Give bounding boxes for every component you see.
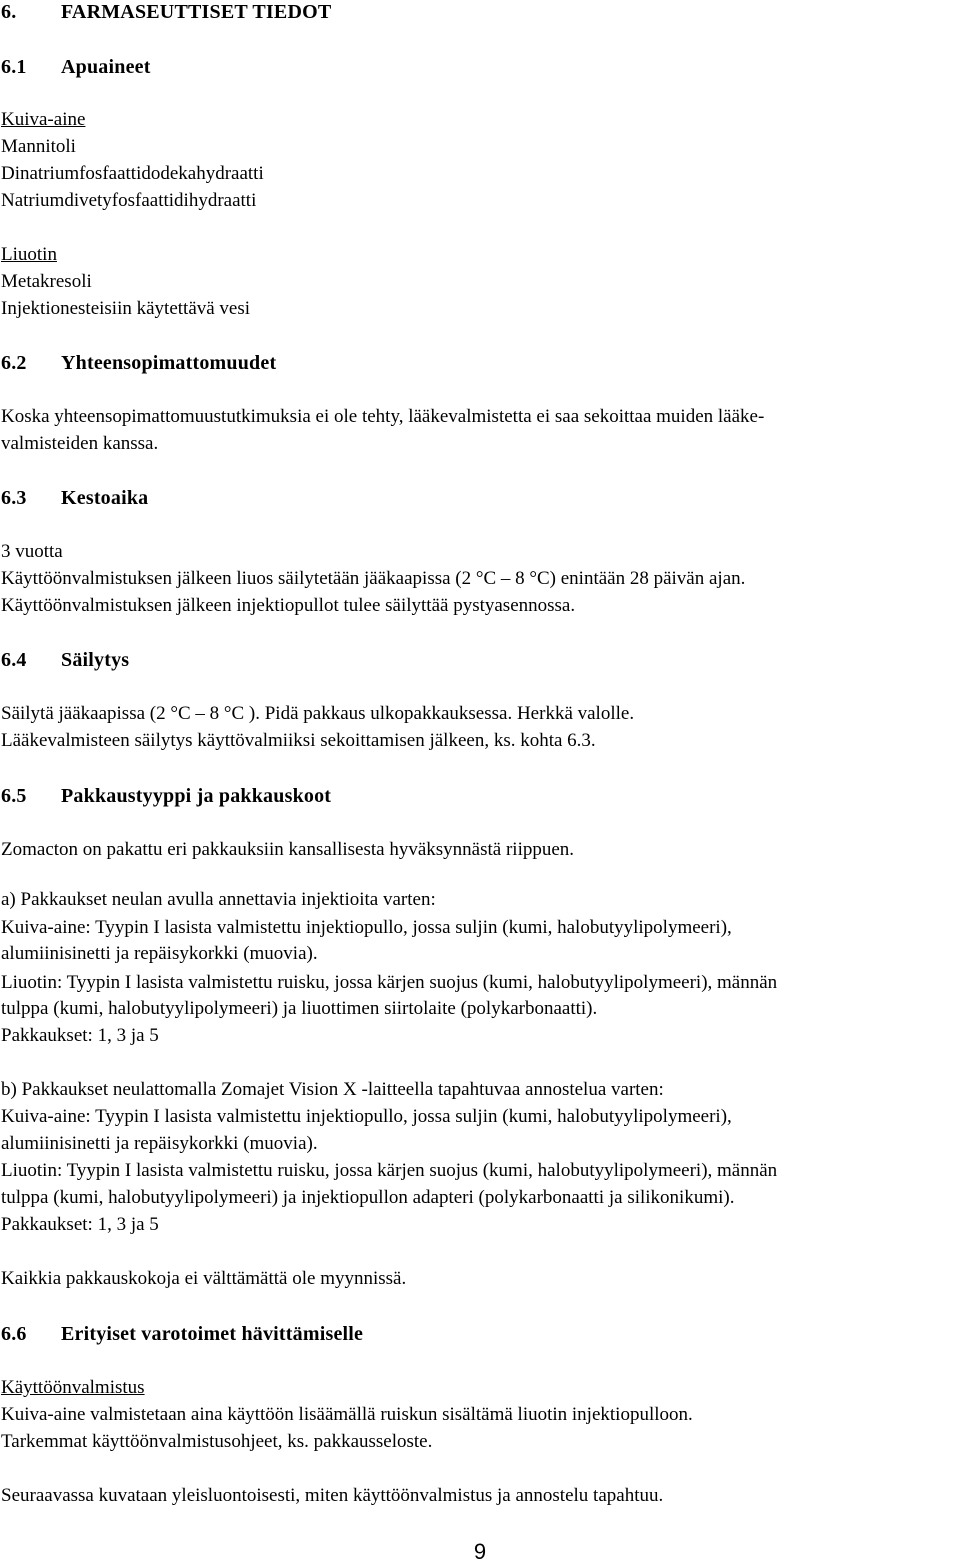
heading-6-3-number: 6.3 xyxy=(1,487,27,509)
heading-6-5 xyxy=(1,784,331,808)
solvent-item: Injektionesteisiin käytettävä vesi xyxy=(1,298,251,319)
powder-item: Dinatriumfosfaattidodekahydraatti xyxy=(1,163,264,184)
section-title: FARMASEUTTISET TIEDOT xyxy=(61,1,332,23)
section-number: 6. xyxy=(1,1,17,23)
page-number: 9 xyxy=(473,1539,487,1564)
heading-6-2 xyxy=(1,351,276,375)
section-heading xyxy=(1,0,331,24)
heading-6-5-title: Pakkaustyyppi ja pakkauskoot xyxy=(61,785,332,807)
paragraph-line: Koska yhteensopimattomuustutkimuksia ei ole tehty, lääkevalmistetta ei saa sekoittaa muiden lääke- xyxy=(1,406,765,427)
package-a-line: Kuiva-aine: Tyypin I lasista valmistettu injektiopullo, jossa suljin (kumi, halobutyylipolymeeri), xyxy=(1,917,732,938)
package-a-line: alumiinisinetti ja repäisykorkki (muovia). xyxy=(1,943,318,964)
package-a-line: a) Pakkaukset neulan avulla annettavia injektioita varten: xyxy=(1,889,436,910)
powder-item: Natriumdivetyfosfaattidihydraatti xyxy=(1,190,257,211)
package-a-line: tulppa (kumi, halobutyylipolymeeri) ja liuottimen siirtolaite (polykarbonaatti). xyxy=(1,998,598,1019)
heading-6-6 xyxy=(1,1322,363,1346)
paragraph-line: Säilytä jääkaapissa (2 °C – 8 °C ). Pidä pakkaus ulkopakkauksessa. Herkkä valolle. xyxy=(1,703,635,724)
heading-6-4-number: 6.4 xyxy=(1,649,27,671)
paragraph-line: Käyttöönvalmistuksen jälkeen injektiopullot tulee säilyttää pystyasennossa. xyxy=(1,595,576,616)
heading-6-1-number: 6.1 xyxy=(1,56,27,78)
paragraph-line: Kaikkia pakkauskokoja ei välttämättä ole myynnissä. xyxy=(1,1268,407,1289)
paragraph-line: Käyttöönvalmistuksen jälkeen liuos säilytetään jääkaapissa (2 °C – 8 °C) enintään 28 päivän ajan. xyxy=(1,568,746,589)
paragraph-line: Kuiva-aine valmistetaan aina käyttöön lisäämällä ruiskun sisältämä liuotin injektiopulloon. xyxy=(1,1404,693,1425)
heading-6-2-number: 6.2 xyxy=(1,352,27,374)
heading-6-3 xyxy=(1,486,148,510)
package-b-line: tulppa (kumi, halobutyylipolymeeri) ja injektiopullon adapteri (polykarbonaatti ja silikonikumi). xyxy=(1,1187,735,1208)
heading-6-2-title: Yhteensopimattomuudet xyxy=(61,352,277,374)
paragraph-line: Tarkemmat käyttöönvalmistusohjeet, ks. pakkausseloste. xyxy=(1,1431,433,1452)
heading-6-1-title: Apuaineet xyxy=(61,56,151,78)
heading-6-4 xyxy=(1,648,129,672)
package-b-line: Kuiva-aine: Tyypin I lasista valmistettu injektiopullo, jossa suljin (kumi, halobutyylipolymeeri), xyxy=(1,1106,732,1127)
package-a-line: Pakkaukset: 1, 3 ja 5 xyxy=(1,1025,159,1046)
solvent-item: Metakresoli xyxy=(1,271,92,292)
heading-6-3-title: Kestoaika xyxy=(61,487,149,509)
package-b-line: Pakkaukset: 1, 3 ja 5 xyxy=(1,1214,159,1235)
heading-6-1 xyxy=(1,55,151,79)
solvent-label: Liuotin xyxy=(1,244,57,265)
paragraph-line: Lääkevalmisteen säilytys käyttövalmiiksi sekoittamisen jälkeen, ks. kohta 6.3. xyxy=(1,730,596,751)
package-a-line: Liuotin: Tyypin I lasista valmistettu ruisku, jossa kärjen suojus (kumi, halobutyylipolymeeri), männän xyxy=(1,972,778,993)
preparation-label: Käyttöönvalmistus xyxy=(1,1377,145,1398)
package-b-line: alumiinisinetti ja repäisykorkki (muovia). xyxy=(1,1133,318,1154)
paragraph-line: Seuraavassa kuvataan yleisluontoisesti, miten käyttöönvalmistus ja annostelu tapahtuu. xyxy=(1,1485,664,1506)
paragraph-line: valmisteiden kanssa. xyxy=(1,433,159,454)
heading-6-6-title: Erityiset varotoimet hävittämiselle xyxy=(61,1323,364,1345)
package-b-line: Liuotin: Tyypin I lasista valmistettu ruisku, jossa kärjen suojus (kumi, halobutyylipolymeeri), männän xyxy=(1,1160,778,1181)
paragraph-line: Zomacton on pakattu eri pakkauksiin kansallisesta hyväksynnästä riippuen. xyxy=(1,839,575,860)
heading-6-5-number: 6.5 xyxy=(1,785,27,807)
powder-label: Kuiva-aine xyxy=(1,109,86,130)
paragraph-line: 3 vuotta xyxy=(1,541,63,562)
package-b-line: b) Pakkaukset neulattomalla Zomajet Vision X -laitteella tapahtuvaa annostelua varten: xyxy=(1,1079,664,1100)
heading-6-4-title: Säilytys xyxy=(61,649,130,671)
heading-6-6-number: 6.6 xyxy=(1,1323,27,1345)
powder-item: Mannitoli xyxy=(1,136,76,157)
